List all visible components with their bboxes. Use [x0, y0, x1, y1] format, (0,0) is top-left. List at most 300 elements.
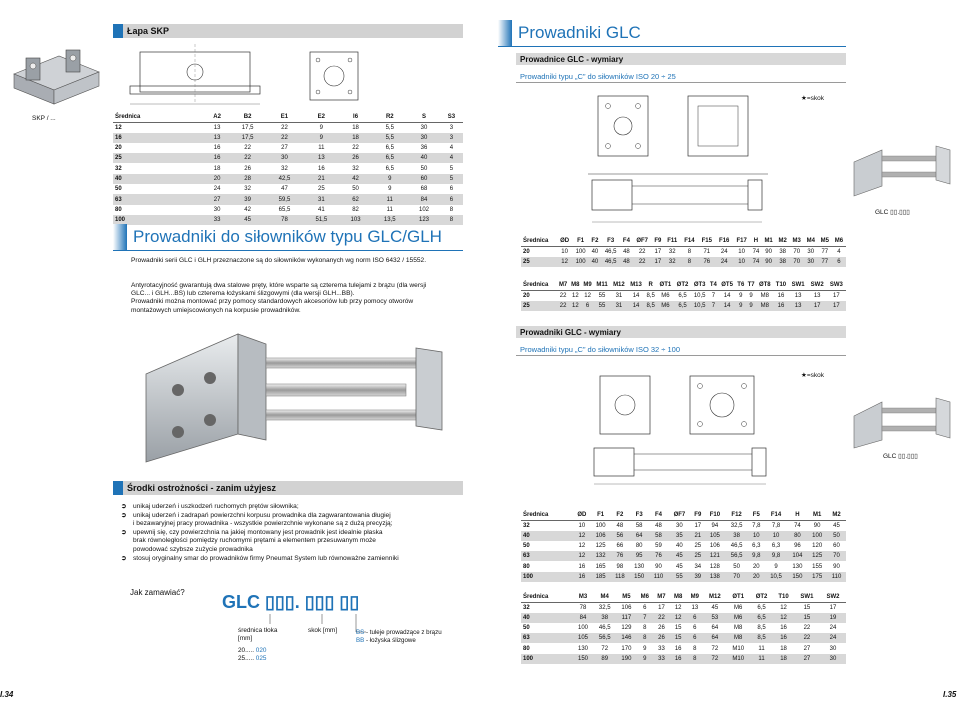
table-header-cell: F15 — [698, 236, 715, 246]
table-cell: 11 — [386, 206, 393, 213]
order-question: Jak zamawiać? — [130, 588, 185, 597]
table-cell: 24 — [720, 248, 728, 255]
table-row — [113, 133, 463, 143]
table-header-cell: T10 — [773, 280, 788, 290]
table-header-cell: ØF7 — [632, 236, 652, 246]
table-cell: 50 — [827, 531, 846, 541]
table-cell: 64 — [629, 531, 649, 541]
table-cell: 25 — [694, 543, 702, 550]
table-cell: 45 — [833, 522, 840, 529]
table-cell: 70 — [793, 248, 801, 255]
table-header-cell: ØT2 — [674, 280, 691, 290]
precaution-line — [121, 529, 461, 538]
table-cell: M6 — [657, 301, 674, 311]
table-cell: 60 — [833, 543, 840, 550]
table-cell: 10 — [561, 248, 568, 255]
table-header-first: Średnica — [521, 236, 557, 246]
glc-small-technical-drawing — [578, 84, 778, 230]
table-cell: 8,5 — [646, 292, 655, 299]
table-cell: 46,5 — [730, 543, 743, 550]
table-cell: 6 — [643, 604, 647, 611]
table-cell: 56,5 — [725, 551, 748, 561]
section1-title: Prowadnice GLC - wymiary — [516, 53, 846, 65]
table-cell: 16 — [317, 165, 325, 172]
table-cell: 90 — [833, 563, 840, 570]
table-cell: 30 — [266, 153, 303, 163]
table-cell: 26 — [244, 165, 251, 172]
precaution-text: stosuj oryginalny smar do prowadników firmy Pneumat System lub równoważne zamienniki — [133, 554, 399, 562]
table-cell: 16 — [578, 563, 586, 570]
table-cell: 50 — [352, 186, 359, 193]
table-header-cell: M12 — [610, 280, 627, 290]
order-diameter-option: 25..... 025 — [238, 655, 267, 662]
glc-product-photo — [126, 322, 460, 464]
table-cell: 96 — [794, 543, 801, 550]
order-stroke-label: skok [mm] — [308, 627, 338, 634]
table-cell: 17,5 — [229, 133, 266, 143]
precaution-line — [121, 512, 461, 521]
table-cell: 31 — [610, 301, 627, 311]
table-row — [521, 623, 846, 633]
table-cell: 72 — [711, 645, 719, 652]
table-header-cell: H — [788, 510, 808, 520]
srodki-section-marker — [113, 481, 123, 495]
table-cell: 76 — [610, 551, 629, 561]
table-cell: 38 — [779, 248, 786, 255]
table-cell: M10 — [727, 654, 750, 664]
table-cell: 56 — [610, 531, 629, 541]
table-cell: 12 — [573, 531, 591, 541]
table-row — [521, 257, 846, 267]
table-header-cell: M9 — [581, 280, 593, 290]
table-row-label: 100 — [113, 215, 205, 225]
table-header-cell: M3 — [573, 592, 593, 602]
table-cell: 45 — [711, 604, 719, 611]
table-header-cell: M6 — [832, 236, 846, 246]
antirot-line: Prowadniki można montować przy pomocy standardowych akcesoriów lub przy pomocy otworów — [131, 298, 414, 306]
table-cell: 150 — [573, 654, 593, 664]
table-cell: 5,5 — [371, 133, 408, 143]
glc-large-photo — [846, 378, 958, 450]
table-row — [113, 174, 463, 184]
table-header-cell: ØT8 — [756, 280, 773, 290]
table-cell: 50 — [420, 165, 428, 172]
table-cell: M10 — [732, 645, 745, 652]
table-header-cell: M3 — [790, 236, 804, 246]
intro-paragraph: Prowadniki serii GLC i GLH przeznaczone są do siłowników wykonanych wg norm ISO 6432 / 15552. — [131, 257, 427, 264]
table-row — [521, 290, 846, 300]
table-cell: 125 — [595, 543, 606, 550]
table-header-cell: T4 — [708, 280, 718, 290]
table-cell: 22 — [281, 124, 288, 131]
table-cell: 14 — [627, 301, 644, 311]
skp-bracket-drawing — [4, 44, 108, 114]
table-cell: 30 — [408, 133, 440, 143]
table-cell: 78 — [579, 604, 587, 611]
section2-title: Prowadniki GLC - wymiary — [516, 326, 846, 338]
order-version-bb: BB - łożyska ślizgowe — [356, 637, 416, 644]
table-cell: 6,5 — [757, 604, 766, 611]
table-header-cell: I6 — [340, 112, 372, 122]
table-cell: M8 — [760, 292, 769, 299]
table-header-cell: M8 — [569, 280, 581, 290]
table-header-cell: T6 — [736, 280, 746, 290]
table-row-label: 20 — [523, 248, 530, 255]
table-row-label: 80 — [523, 563, 530, 570]
table-cell: 17 — [808, 301, 827, 311]
table-cell: 58 — [635, 522, 643, 529]
table-cell: 31 — [615, 292, 623, 299]
table-cell: 55 — [598, 292, 606, 299]
table-cell: 12 — [773, 613, 794, 623]
table-header-cell: M5 — [616, 592, 636, 602]
table-header-cell: F1 — [591, 510, 611, 520]
glc-large-dimension-table-b — [521, 592, 846, 664]
table-cell: 3 — [449, 124, 454, 131]
table-cell: 70 — [790, 257, 804, 267]
table-cell: 13 — [303, 153, 340, 163]
table-cell: 185 — [591, 572, 611, 582]
table-cell: 64 — [711, 625, 719, 632]
table-cell: 6,3 — [771, 543, 781, 550]
table-cell: 16 — [573, 572, 591, 582]
table-cell: 6,5 — [678, 292, 687, 299]
table-cell: 22 — [794, 633, 820, 643]
table-cell: 11 — [371, 194, 408, 204]
table-cell: 9 — [319, 124, 323, 131]
lapa-dimension-table — [113, 112, 463, 225]
table-cell: 15 — [674, 625, 682, 632]
table-cell: 12 — [572, 292, 579, 299]
table-header-cell: ØD — [557, 236, 572, 246]
table-cell: 17 — [694, 522, 702, 529]
prowadniki-title: Prowadniki do siłowników typu GLC/GLH — [133, 227, 442, 246]
skok-note-1: ★=skok — [801, 95, 824, 102]
table-header-cell: F9 — [652, 236, 664, 246]
table-cell: 30 — [820, 654, 846, 664]
table-cell: 22 — [559, 292, 567, 299]
table-header-cell: F14 — [765, 510, 788, 520]
table-cell: 7 — [708, 301, 718, 311]
table-cell: 94 — [711, 522, 719, 529]
table-cell: M8 — [734, 625, 743, 632]
table-cell: 62 — [340, 194, 372, 204]
srodki-section-bar — [113, 481, 463, 495]
t2-body — [521, 290, 846, 311]
table-cell: 24 — [716, 257, 733, 267]
prowadniki-title-gradient — [113, 224, 127, 250]
bullet-arrow-icon: ➲ — [121, 554, 127, 562]
order-version-bs: BS - tuleje prowadzące z brązu — [356, 629, 442, 636]
table-cell: 55 — [594, 301, 611, 311]
table-cell: 27 — [803, 645, 811, 652]
precaution-text: unikaj uderzeń i zadrapań powierzchni korpusu prowadnika dla zagwarantowania długiej — [133, 511, 391, 519]
table-cell: 17 — [827, 301, 846, 311]
table-cell: 59 — [655, 543, 662, 550]
table-header-cell: SW1 — [789, 280, 808, 290]
main-title-bar — [498, 20, 641, 46]
table-cell: 24 — [820, 633, 846, 643]
antirot-line: GLC... i GLH...BS) lub czterema łożyskami ślizgowymi (dla wersji GLH...BB). — [131, 290, 355, 298]
table-cell: 6,5 — [750, 613, 773, 623]
table-cell: 95 — [629, 551, 649, 561]
table-cell: 146 — [616, 633, 636, 643]
bullet-arrow-icon: ➲ — [121, 503, 127, 510]
table-row — [521, 613, 846, 623]
table-cell: 9 — [739, 292, 743, 299]
prowadniki-title-bar — [113, 224, 442, 250]
table-cell: 16 — [780, 625, 787, 632]
table-header-cell: M13 — [627, 280, 644, 290]
table-cell: 24 — [829, 625, 837, 632]
table-cell: 38 — [776, 257, 790, 267]
table-cell: 106 — [591, 531, 611, 541]
table-cell: 20 — [205, 174, 229, 184]
table-header-first: Średnica — [521, 280, 557, 290]
table-cell: 8 — [687, 654, 704, 664]
table-cell: 10,5 — [693, 292, 706, 299]
table-cell: 42 — [244, 206, 251, 213]
table-cell: 30 — [807, 248, 815, 255]
table-cell: 106 — [709, 543, 720, 550]
table-row — [521, 633, 846, 643]
table-header-cell: M1 — [807, 510, 827, 520]
table-cell: 27 — [281, 145, 288, 152]
table-row-label: 63 — [113, 194, 205, 204]
table-cell: M8 — [756, 301, 773, 311]
table-cell: 16 — [674, 645, 682, 652]
table-cell: 36 — [420, 145, 428, 152]
table-row — [113, 194, 463, 204]
table-cell: 26 — [658, 625, 665, 632]
table-cell: 48 — [621, 257, 633, 267]
table-cell: 12 — [674, 604, 682, 611]
table-cell: 13,5 — [371, 215, 408, 225]
precaution-text: brak równoległości pomiędzy ruchomymi prętami a elementem przesuwanym może — [133, 537, 376, 545]
table-cell: 7 — [711, 292, 716, 299]
table-cell: 76 — [649, 551, 668, 561]
table-cell: 16 — [670, 654, 687, 664]
table-cell: 15 — [670, 633, 687, 643]
table-cell: 66 — [616, 543, 624, 550]
table-row — [113, 184, 463, 194]
antirot-line: Antyrotacyjność gwarantują dwa stalowe pręty, które wsparte są czterema tulejami z brązu (dla wersji — [131, 282, 427, 289]
table-row-label: 80 — [115, 206, 122, 213]
table-cell: 56,5 — [593, 633, 616, 643]
table-row — [521, 654, 846, 664]
table-cell: 9 — [371, 174, 408, 184]
table-cell: 55 — [668, 572, 691, 582]
table-header-cell: ØT1 — [657, 280, 674, 290]
table-cell: 12 — [557, 257, 572, 267]
skp-technical-drawing — [120, 42, 370, 114]
order-diameter-label: średnica tłoka — [238, 627, 278, 634]
table-cell: 9 — [774, 563, 778, 570]
table-cell: 9 — [736, 301, 746, 311]
table-header-cell: B2 — [229, 112, 266, 122]
table-header-cell: E1 — [266, 112, 303, 122]
table-row-label: 50 — [523, 625, 530, 632]
table-cell: 138 — [705, 572, 725, 582]
table-cell: 8 — [449, 206, 454, 213]
table-cell: 89 — [593, 654, 616, 664]
main-title-gradient — [498, 20, 512, 46]
table-cell: 12 — [584, 292, 591, 299]
t4-body — [521, 602, 846, 664]
t1-body — [521, 246, 846, 267]
table-cell: 110 — [827, 572, 846, 582]
table-row — [521, 531, 846, 541]
table-cell: 123 — [408, 215, 440, 225]
table-header-cell: F12 — [725, 510, 748, 520]
table-cell: 14 — [719, 301, 736, 311]
table-header-cell: M7 — [557, 280, 569, 290]
table-cell: 8 — [636, 633, 653, 643]
table-header-cell: F14 — [681, 236, 698, 246]
table-cell: 102 — [418, 206, 429, 213]
table-cell: 41 — [317, 206, 325, 213]
table-cell: 42 — [340, 174, 372, 184]
table-header-cell: F2 — [610, 510, 629, 520]
table-cell: 40 — [589, 257, 601, 267]
table-header-first: Średnica — [521, 592, 573, 602]
table-header-cell: SW1 — [794, 592, 820, 602]
table-cell: 30 — [829, 645, 837, 652]
table-cell: 7,8 — [752, 522, 761, 529]
table-row — [113, 205, 463, 215]
table-cell: 9 — [746, 301, 756, 311]
table-cell: 22 — [229, 153, 266, 163]
table-cell: 15 — [794, 613, 820, 623]
table-row — [521, 572, 846, 582]
table-cell: 8 — [440, 215, 463, 225]
table-cell: 72 — [703, 654, 726, 664]
glc-code-1: GLC ▯▯.▯▯▯ — [875, 209, 910, 216]
table-header-cell: ØT5 — [719, 280, 736, 290]
table-cell: 6,5 — [674, 301, 691, 311]
table-cell: 30 — [213, 206, 221, 213]
table-cell: 70 — [827, 551, 846, 561]
table-row-label: 25 — [521, 257, 557, 267]
table-cell: 130 — [578, 645, 589, 652]
table-header-cell: M4 — [804, 236, 818, 246]
srodki-title: Środki ostrożności - zanim użyjesz — [127, 483, 277, 493]
skp-label: SKP / ... — [32, 115, 56, 122]
table-cell: 16 — [773, 301, 788, 311]
t3-body — [521, 520, 846, 582]
table-header-cell: F1 — [572, 236, 589, 246]
table-cell: 20 — [748, 572, 764, 582]
table-cell: 27 — [205, 194, 229, 204]
table-cell: 128 — [709, 563, 720, 570]
table-header-cell: ØD — [573, 510, 591, 520]
table-cell: 100 — [572, 257, 589, 267]
section2-subtitle: Prowadniki typu „C” do siłowników ISO 32 ÷ 100 — [520, 345, 681, 354]
table-cell: 9 — [636, 654, 653, 664]
table-header-cell: F2 — [589, 236, 601, 246]
table-cell: 17 — [833, 292, 840, 299]
prowadniki-title-rule — [113, 250, 463, 251]
table-cell: 10,5 — [765, 572, 788, 582]
table-header-first: Średnica — [113, 112, 205, 122]
table-cell: 98 — [616, 563, 624, 570]
table-cell: 34 — [694, 563, 702, 570]
table-cell: 165 — [595, 563, 606, 570]
precaution-line — [121, 546, 461, 555]
table-cell: 39 — [229, 194, 266, 204]
table-cell: 53 — [703, 613, 726, 623]
table-header-cell: F9 — [691, 510, 705, 520]
table-cell: 13 — [794, 292, 802, 299]
bullet-arrow-icon: ➲ — [121, 511, 127, 519]
table-cell: 117 — [616, 613, 636, 623]
table-cell: 8 — [643, 625, 647, 632]
table-cell: 90 — [813, 522, 821, 529]
table-cell: 8,5 — [757, 625, 766, 632]
table-cell: 51,5 — [303, 215, 340, 225]
precaution-text: upewnij się, czy powierzchnia na jakiej montowany jest prowadnik jest idealnie płaska — [133, 528, 383, 536]
table-cell: 46,5 — [601, 257, 621, 267]
precaution-line — [121, 555, 461, 564]
table-cell: 33 — [205, 215, 229, 225]
table-cell: 30 — [420, 124, 428, 131]
table-cell: 32,5 — [598, 604, 611, 611]
table-row-label: 63 — [521, 633, 573, 643]
table-row — [113, 122, 463, 132]
precaution-line — [121, 520, 461, 529]
table-cell: 6,3 — [752, 543, 761, 550]
table-cell: 27 — [794, 654, 820, 664]
table-header-cell: ØF7 — [668, 510, 691, 520]
table-cell: 22 — [638, 248, 646, 255]
table-header-cell: A2 — [205, 112, 229, 122]
table-cell: 5,5 — [385, 124, 394, 131]
table-cell: 35 — [668, 531, 691, 541]
table-cell: 39 — [691, 572, 705, 582]
table-cell: 10 — [733, 257, 750, 267]
main-title-rule — [498, 46, 846, 47]
table-cell: M6 — [734, 604, 743, 611]
table-cell: 46,5 — [604, 248, 617, 255]
order-diameter-block — [238, 627, 277, 663]
table-header-cell: SW2 — [808, 280, 827, 290]
table-cell: 77 — [818, 257, 832, 267]
table-cell: 6,5 — [385, 165, 394, 172]
table-header-cell: M9 — [687, 592, 704, 602]
table-cell: 12 — [670, 613, 687, 623]
glc-small-dimension-table-b — [521, 280, 846, 311]
table-cell: M8 — [727, 633, 750, 643]
table-cell: 175 — [807, 572, 827, 582]
table-row-label: 40 — [521, 613, 573, 623]
table-cell: 22 — [266, 133, 303, 143]
table-cell: 104 — [788, 551, 808, 561]
precaution-text: powodować szybsze zużycie prowadnika — [133, 545, 253, 553]
table-cell: 32 — [664, 257, 681, 267]
table-cell: 48 — [655, 522, 662, 529]
table-cell: 22 — [632, 257, 652, 267]
table-row-label: 80 — [523, 645, 530, 652]
table-cell: 84 — [408, 194, 440, 204]
table-cell: 58 — [649, 531, 668, 541]
table-row-label: 100 — [521, 654, 573, 664]
table-cell: 16 — [205, 153, 229, 163]
table-row — [521, 551, 846, 561]
table-cell: 12 — [573, 551, 591, 561]
table-cell: 132 — [591, 551, 611, 561]
table-cell: 6 — [687, 633, 704, 643]
table-header-cell: M7 — [653, 592, 670, 602]
